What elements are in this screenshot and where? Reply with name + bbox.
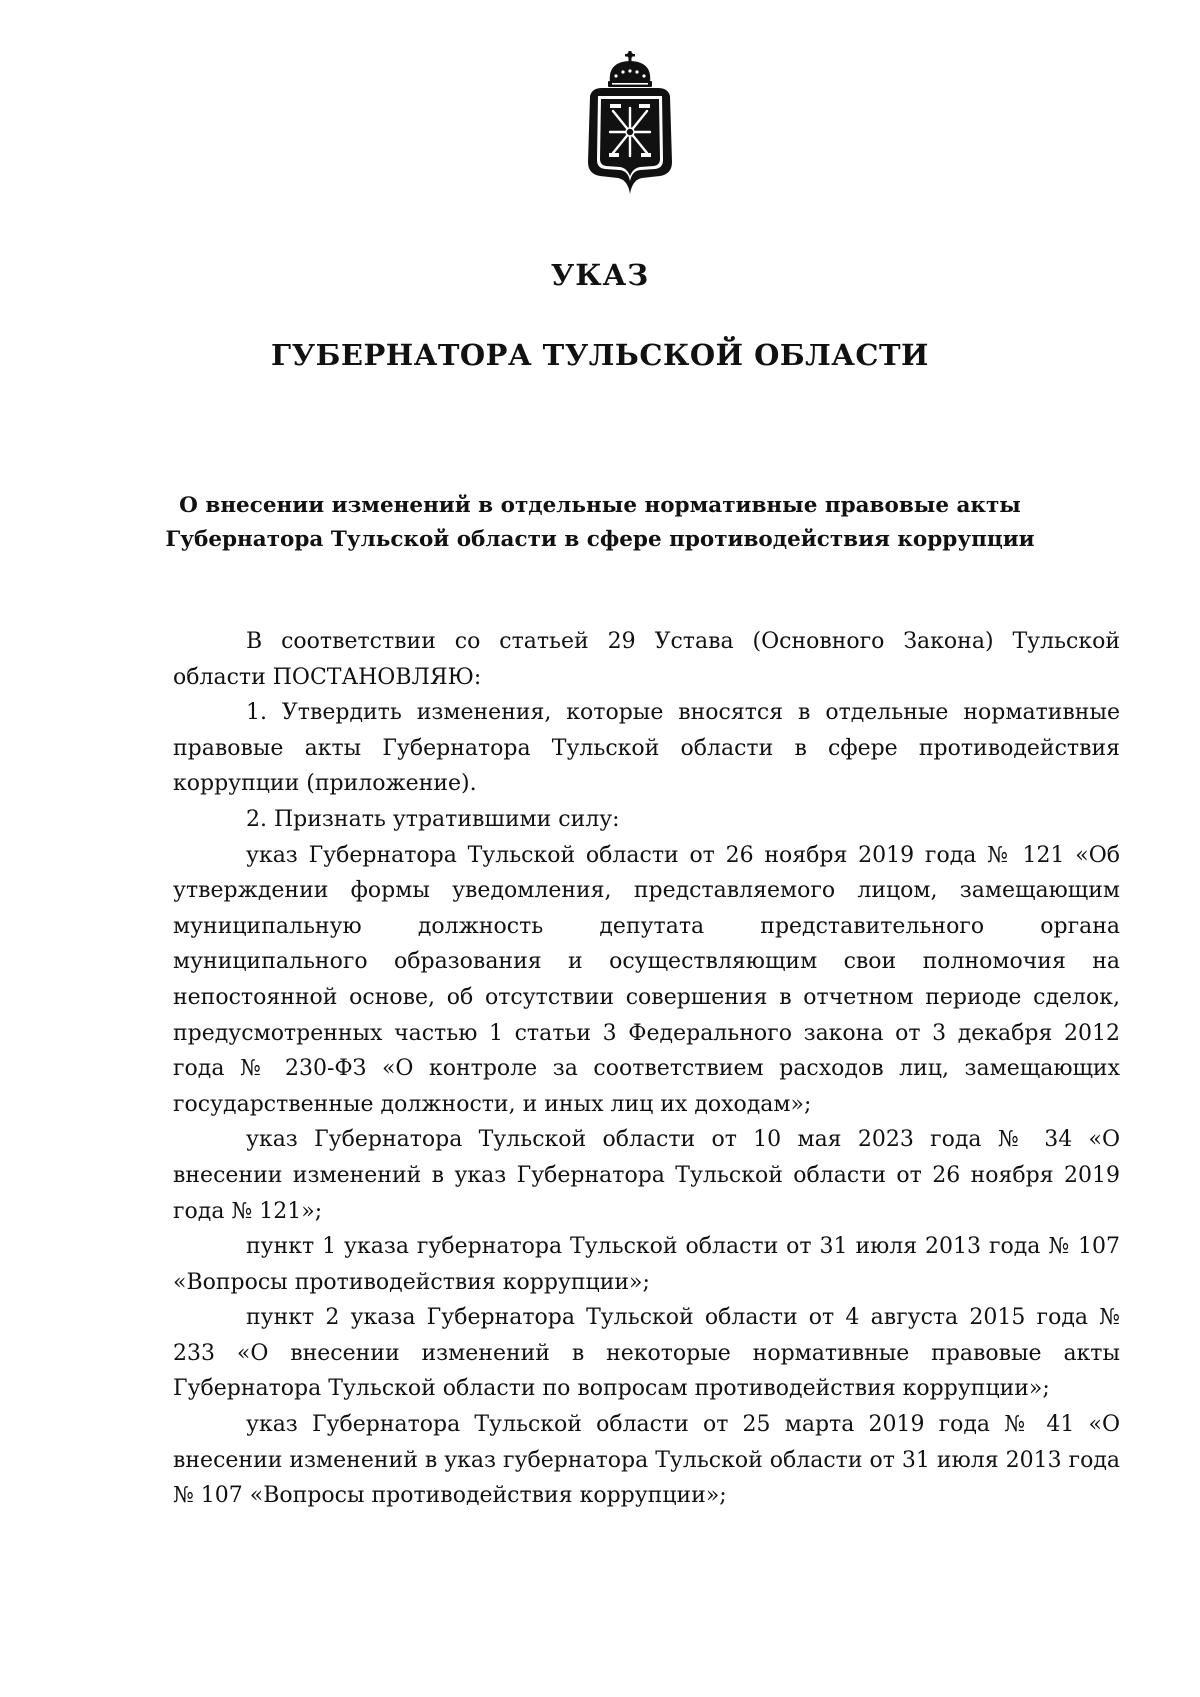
repealed-item-paragraph: указ Губернатора Тульской области от 25 марта 2019 года № 41 «О внесении изменений в указ губернатора Тульской области от 31 июля 2013 года № 107 «Вопросы противодействия коррупции»; (173, 1412, 1120, 1509)
crown-icon (608, 51, 652, 87)
issuer-title: ГУБЕРНАТОРА ТУЛЬСКОЙ ОБЛАСТИ (271, 338, 929, 372)
decree-body (173, 624, 1120, 1514)
repealed-item-paragraph: пункт 1 указа губернатора Тульской области от 31 июля 2013 года № 107 «Вопросы противодействия коррупции»; (173, 1234, 1120, 1295)
repealed-item-paragraph: пункт 2 указа Губернатора Тульской области от 4 августа 2015 года № 233 «О внесении изменений в некоторые нормативные правовые акты Губернатора Тульской области по вопросам противодействия коррупции»; (173, 1305, 1120, 1402)
document-title: УКАЗ (550, 258, 650, 292)
clause-1-paragraph: 1. Утвердить изменения, которые вносятся в отдельные нормативные правовые акты Губернатора Тульской области в сфере противодействия коррупции (приложение). (173, 700, 1120, 797)
decree-subject (150, 489, 1050, 557)
subject-line-1: О внесении изменений в отдельные нормативные правовые акты (179, 493, 1021, 518)
repealed-item-paragraph: указ Губернатора Тульской области от 26 ноября 2019 года № 121 «Об утверждении формы уведомления, представляемого лицом, замещающим муниципальную должность депутата представительного органа муниципального образования и осуществляющим свои полномочия на непостоянной основе, об отсутствии совершения в отчетном периоде сделок, предусмотренных частью 1 статьи 3 Федерального закона от 3 декабря 2012 года № 230-ФЗ «О контроле за соответствием расходов лиц, замещающих государственные должности, и иных лиц их доходам»; (173, 842, 1120, 1117)
clause-2-paragraph: 2. Признать утратившими силу: (246, 806, 620, 832)
subject-line-2: Губернатора Тульской области в сфере противодействия коррупции (165, 527, 1035, 552)
preamble-paragraph: В соответствии со статьей 29 Устава (Основного Закона) Тульской области ПОСТАНОВЛЯЮ: (173, 629, 1120, 690)
tula-coat-of-arms-icon (580, 50, 680, 200)
repealed-item-paragraph: указ Губернатора Тульской области от 10 мая 2023 года № 34 «О внесении изменений в указ Губернатора Тульской области от 26 ноября 2019 года № 121»; (173, 1127, 1120, 1224)
